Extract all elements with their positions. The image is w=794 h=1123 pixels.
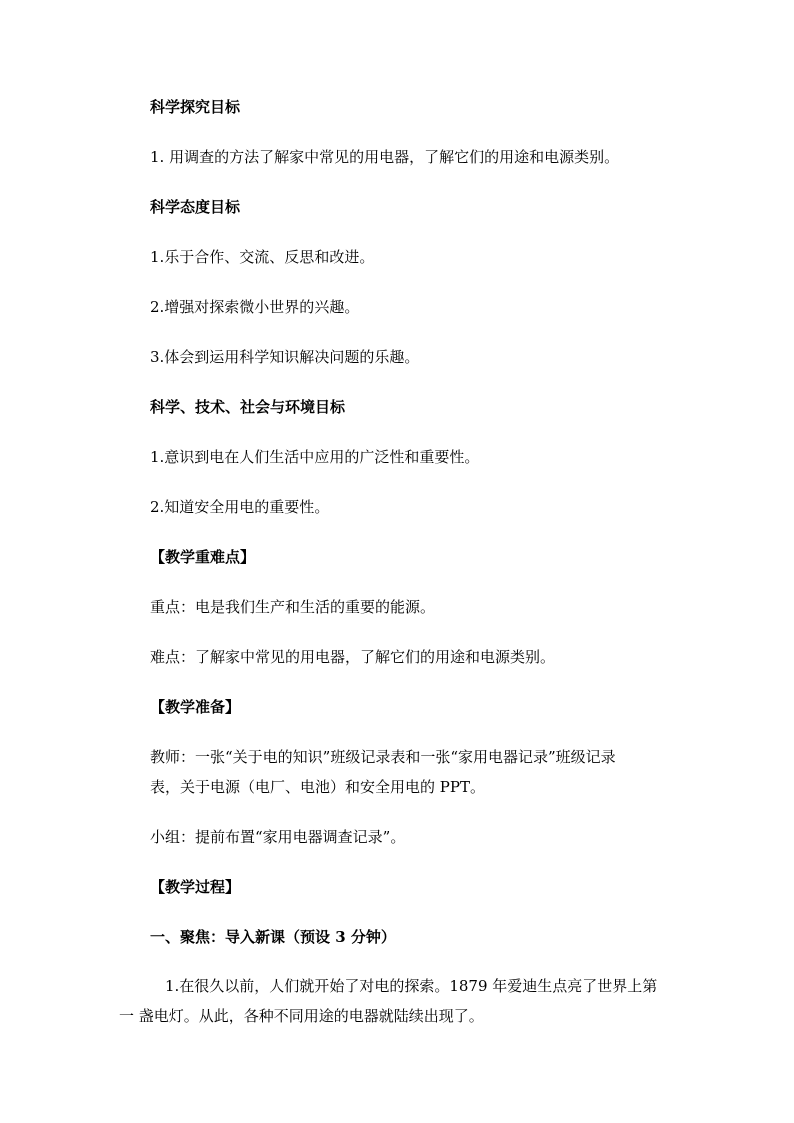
paragraph-attitude-goal-1: 1.乐于合作、交流、反思和改进。	[150, 248, 375, 266]
paragraph-key-point: 重点：电是我们生产和生活的重要的能源。	[150, 598, 436, 616]
heading-key-difficult-points: 【教学重难点】	[150, 548, 256, 566]
paragraph-teacher-prep-line-1: 教师：一张“关于电的知识”班级记录表和一张“家用电器记录”班级记录	[150, 748, 616, 766]
paragraph-stse-goal-2: 2.知道安全用电的重要性。	[150, 498, 330, 516]
paragraph-attitude-goal-3: 3.体会到运用科学知识解决问题的乐趣。	[150, 348, 420, 366]
heading-stse-goals: 科学、技术、社会与环境目标	[150, 398, 346, 416]
heading-science-attitude-goals: 科学态度目标	[150, 198, 241, 216]
paragraph-group-prep: 小组：提前布置“家用电器调查记录”。	[150, 828, 406, 846]
heading-science-inquiry-goals: 科学探究目标	[150, 98, 241, 116]
paragraph-intro-line-1: 1.在很久以前，人们就开始了对电的探索。1879 年爱迪生点亮了世界上第	[165, 977, 658, 995]
paragraph-difficult-point: 难点：了解家中常见的用电器，了解它们的用途和电源类别。	[150, 648, 556, 666]
paragraph-inquiry-goal-1: 1. 用调查的方法了解家中常见的用电器，了解它们的用途和电源类别。	[150, 148, 620, 166]
paragraph-stse-goal-1: 1.意识到电在人们生活中应用的广泛性和重要性。	[150, 448, 480, 466]
paragraph-teacher-prep-line-2: 表，关于电源（电厂、电池）和安全用电的 PPT。	[150, 778, 485, 796]
paragraph-intro-line-2: 一 盏电灯。从此，各种不同用途的电器就陆续出现了。	[119, 1007, 484, 1025]
heading-section-focus: 一、聚焦：导入新课（预设 3 分钟）	[150, 928, 396, 946]
heading-teaching-preparation: 【教学准备】	[150, 698, 241, 716]
heading-teaching-process: 【教学过程】	[150, 878, 241, 896]
paragraph-attitude-goal-2: 2.增强对探索微小世界的兴趣。	[150, 298, 360, 316]
